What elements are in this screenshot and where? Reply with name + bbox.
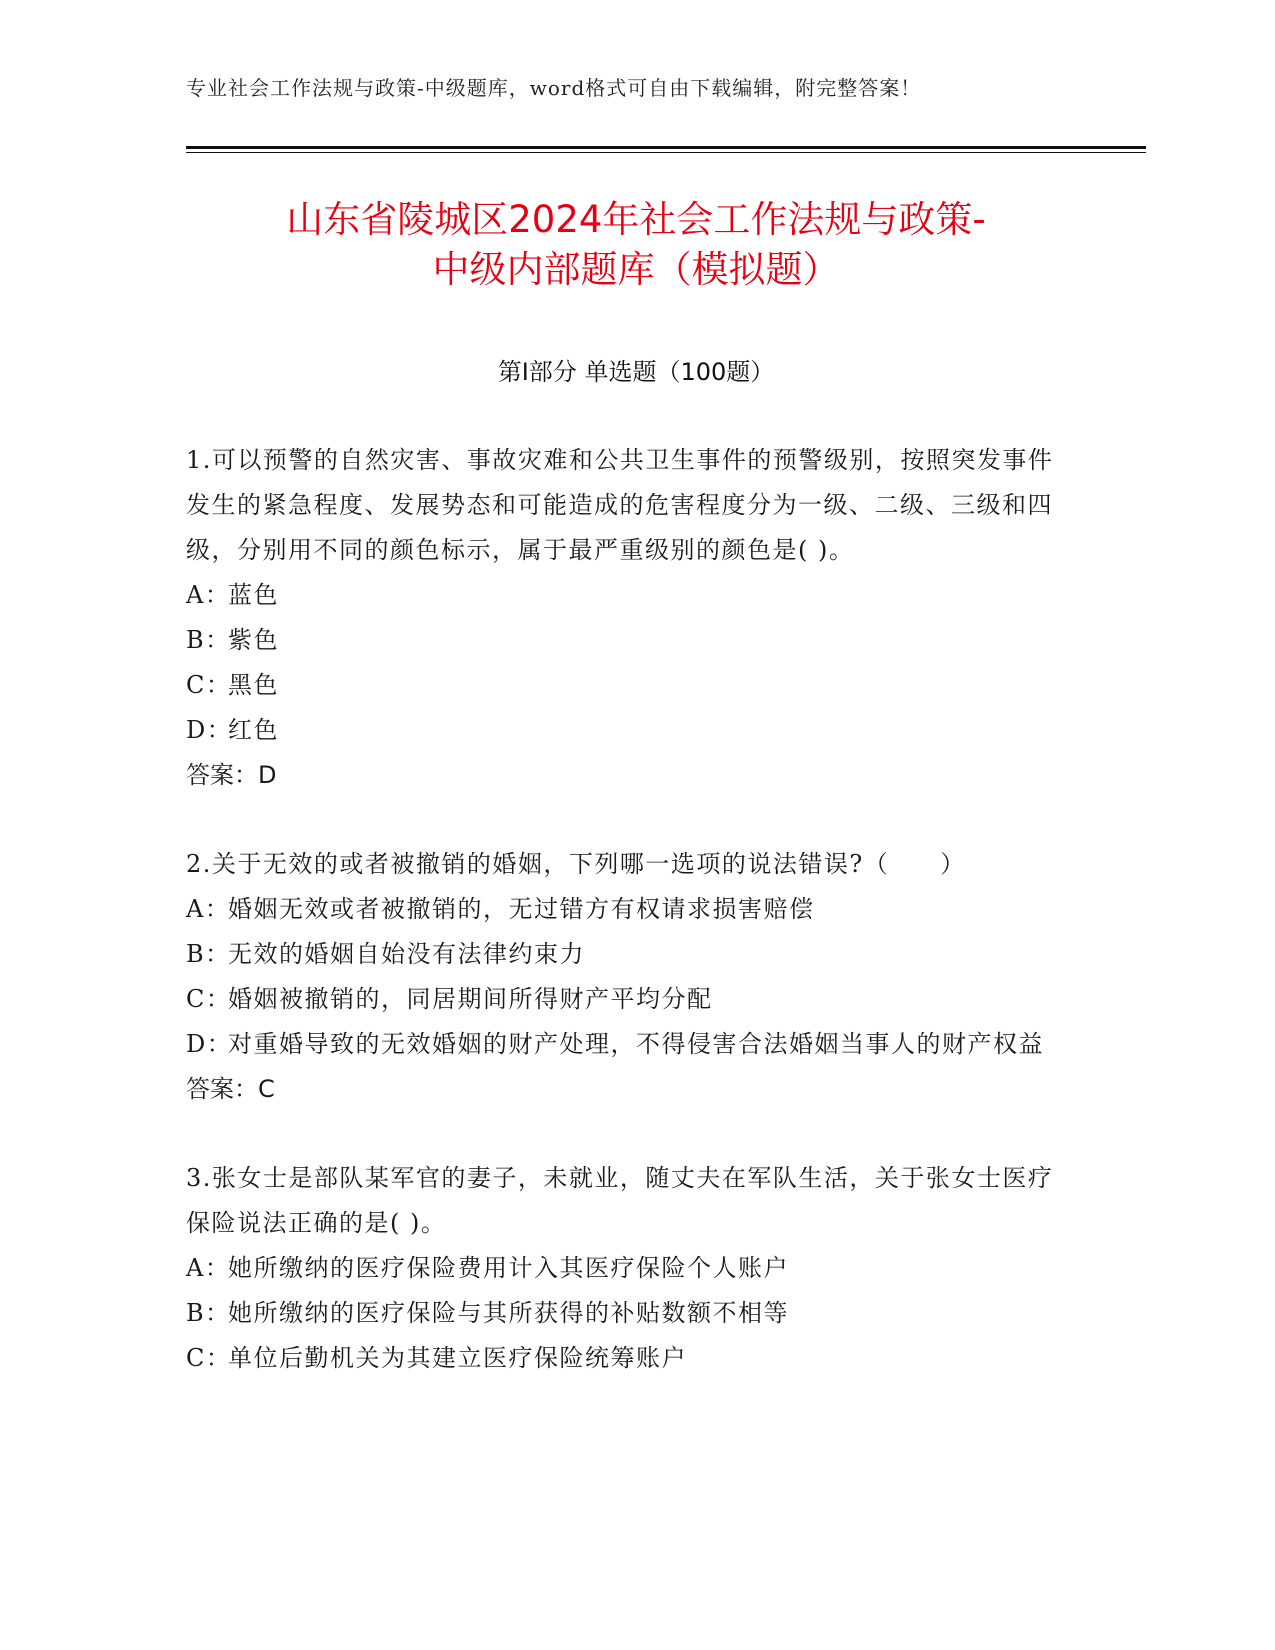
question-stem: 2.关于无效的或者被撤销的婚姻，下列哪一选项的说法错误?（ ） — [186, 850, 966, 878]
header-rule-thin — [186, 152, 1146, 153]
option-key: B： — [186, 626, 231, 654]
option-key: D： — [186, 1030, 233, 1058]
option-key: A： — [186, 581, 231, 609]
question-list — [186, 438, 1066, 1425]
option-text: 对重婚导致的无效婚姻的财产处理，不得侵害合法婚姻当事人的财产权益 — [228, 1030, 1044, 1058]
question-1 — [186, 438, 1066, 798]
option-c — [186, 977, 1066, 1022]
document-title — [186, 195, 1086, 295]
option-text: 黑色 — [228, 671, 279, 699]
option-text: 她所缴纳的医疗保险与其所获得的补贴数额不相等 — [228, 1299, 789, 1327]
option-key: B： — [186, 1299, 231, 1327]
option-text: 蓝色 — [228, 581, 279, 609]
option-key: C： — [186, 985, 232, 1013]
option-a — [186, 887, 1066, 932]
option-key: D： — [186, 716, 233, 744]
document-title-line2: 中级内部题库（模拟题） — [432, 248, 840, 291]
question-3 — [186, 1156, 1066, 1381]
option-key: C： — [186, 1344, 232, 1372]
option-text: 她所缴纳的医疗保险费用计入其医疗保险个人账户 — [228, 1254, 789, 1282]
option-a — [186, 573, 1066, 618]
option-text: 婚姻无效或者被撤销的，无过错方有权请求损害赔偿 — [228, 895, 815, 923]
question-stem: 3.张女士是部队某军官的妻子，未就业，随丈夫在军队生活，关于张女士医疗保险说法正确的是( )。 — [186, 1164, 1054, 1237]
option-c — [186, 663, 1066, 708]
header-note: 专业社会工作法规与政策-中级题库，word格式可自由下载编辑，附完整答案！ — [186, 76, 922, 100]
section-heading: 第I部分 单选题（100题） — [497, 358, 775, 386]
question-2 — [186, 842, 1066, 1112]
option-text: 婚姻被撤销的，同居期间所得财产平均分配 — [228, 985, 713, 1013]
option-text: 无效的婚姻自始没有法律约束力 — [228, 940, 585, 968]
option-text: 红色 — [228, 716, 279, 744]
option-c — [186, 1336, 1066, 1381]
option-key: C： — [186, 671, 232, 699]
option-b — [186, 1291, 1066, 1336]
option-key: A： — [186, 1254, 231, 1282]
header-rule-thick — [186, 146, 1146, 149]
option-b — [186, 932, 1066, 977]
option-key: B： — [186, 940, 231, 968]
option-a — [186, 1246, 1066, 1291]
question-stem: 1.可以预警的自然灾害、事故灾难和公共卫生事件的预警级别，按照突发事件发生的紧急程度、发展势态和可能造成的危害程度分为一级、二级、三级和四级，分别用不同的颜色标示，属于最严重级别的颜色是( )。 — [186, 446, 1054, 564]
option-b — [186, 618, 1066, 663]
option-d — [186, 708, 1066, 753]
option-key: A： — [186, 895, 231, 923]
option-d — [186, 1022, 1066, 1067]
option-text: 紫色 — [228, 626, 279, 654]
document-title-line1: 山东省陵城区2024年社会工作法规与政策- — [286, 198, 986, 241]
answer: 答案：C — [186, 1075, 275, 1103]
option-text: 单位后勤机关为其建立医疗保险统筹账户 — [228, 1344, 687, 1372]
answer: 答案：D — [186, 761, 277, 789]
